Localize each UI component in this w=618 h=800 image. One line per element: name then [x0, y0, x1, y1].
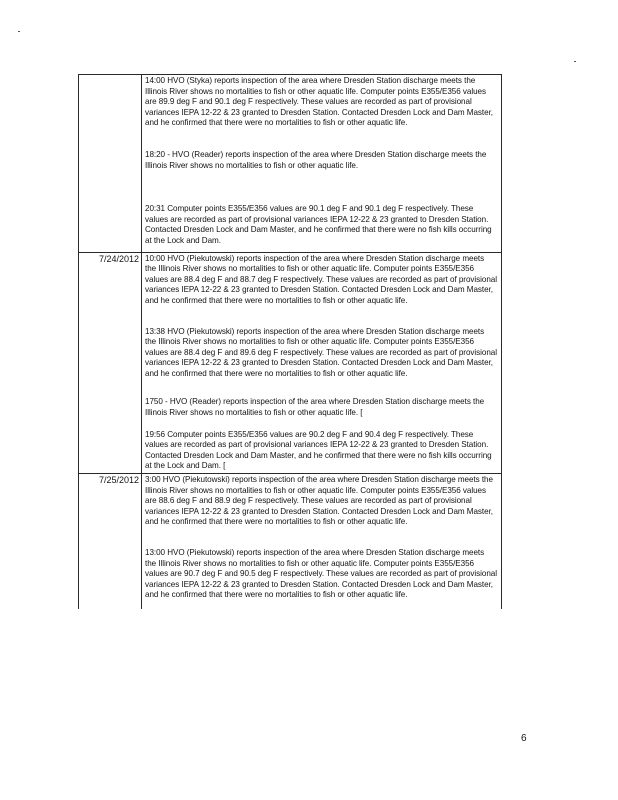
- entries-cell: [142, 474, 501, 609]
- scan-speck: [18, 31, 20, 32]
- log-row: [79, 74, 501, 252]
- log-entry: 1750 - HVO (Reader) reports inspection of the area where Dresden Station discharge meets the Illinois River shows no mortalities to fish or other aquatic life. [: [145, 397, 485, 418]
- page-number: 6: [521, 733, 527, 744]
- log-entry: 19:56 Computer points E355/E356 values are 90.2 deg F and 90.4 deg F respectively. These values are recorded as part of provisional variances IEPA 12-22 & 23 granted to Dresden Station. Contacted Dresden Lock and Dam Master, and he confirmed that there were no fish kills occurring at the Lock and Dam. [: [145, 429, 492, 471]
- log-entry: 13:38 HVO (Piekutowski) reports inspection of the area where Dresden Station discharge meets the Illinois River shows no mortalities to fish or other aquatic life. Computer points E355/E356 values are 88.4 deg F and 89.6 deg F respectively. These values are recorded as part of provisional variances IEPA 12-22 & 23 granted to Dresden Station. Contacted Dresden Lock and Dam Master, and he confirmed that there were no mortalities to fish or other aquatic life.: [145, 326, 497, 378]
- entries-cell: [142, 253, 501, 474]
- log-entry: 3:00 HVO (Piekutowski) reports inspection of the area where Dresden Station discharge meets the Illinois River shows no mortalities to fish or other aquatic life. Computer points E355/E356 values are 88.6 deg F and 88.9 deg F respectively. These values are recorded as part of provisional variances IEPA 12-22 & 23 granted to Dresden Station. Contacted Dresden Lock and Dam Master, and he confirmed that there were no mortalities to fish or other aquatic life.: [145, 475, 493, 527]
- log-row: [79, 252, 501, 474]
- scan-speck: [574, 61, 576, 62]
- date-cell: 7/24/2012: [79, 253, 142, 474]
- log-entry: 18:20 - HVO (Reader) reports inspection of the area where Dresden Station discharge meets the Illinois River shows no mortalities to fish or other aquatic life.: [145, 149, 487, 170]
- date-cell: 7/25/2012: [79, 474, 142, 609]
- log-entry: 10:00 HVO (Piekutowski) reports inspection of the area where Dresden Station discharge meets the Illinois River shows no mortalities to fish or other aquatic life. Computer points E355/E356 values are 88.4 deg F and 88.7 deg F respectively. These values are recorded as part of provisional variances IEPA 12-22 & 23 granted to Dresden Station. Contacted Dresden Lock and Dam Master, and he confirmed that there were no mortalities to fish or other aquatic life.: [145, 253, 497, 305]
- log-entry: 20:31 Computer points E355/E356 values are 90.1 deg F and 90.1 deg F respectively. These values are recorded as part of provisional variances IEPA 12-22 & 23 granted to Dresden Station. Contacted Dresden Lock and Dam Master, and he confirmed that there were no fish kills occurring at the Lock and Dam.: [145, 204, 492, 245]
- entries-cell: [142, 75, 501, 252]
- date-cell: [79, 75, 142, 252]
- log-row: [79, 473, 501, 609]
- log-entry: 13:00 HVO (Piekutowski) reports inspection of the area where Dresden Station discharge meets the Illinois River shows no mortalities to fish or other aquatic life. Computer points E355/E356 values are 90.7 deg F and 90.5 deg F respectively. These values are recorded as part of provisional variances IEPA 12-22 & 23 granted to Dresden Station. Contacted Dresden Lock and Dam Master, and he confirmed that there were no mortalities to fish or other aquatic life.: [145, 548, 497, 600]
- log-entry: 14:00 HVO (Styka) reports inspection of the area where Dresden Station discharge meets the Illinois River shows no mortalities to fish or other aquatic life. Computer points E355/E356 values are 89.9 deg F and 90.1 deg F respectively. These values are recorded as part of provisional variances IEPA 12-22 & 23 granted to Dresden Station. Contacted Dresden Lock and Dam Master, and he confirmed that there were no mortalities to fish or other aquatic life.: [145, 76, 493, 128]
- event-log-table: [78, 74, 502, 609]
